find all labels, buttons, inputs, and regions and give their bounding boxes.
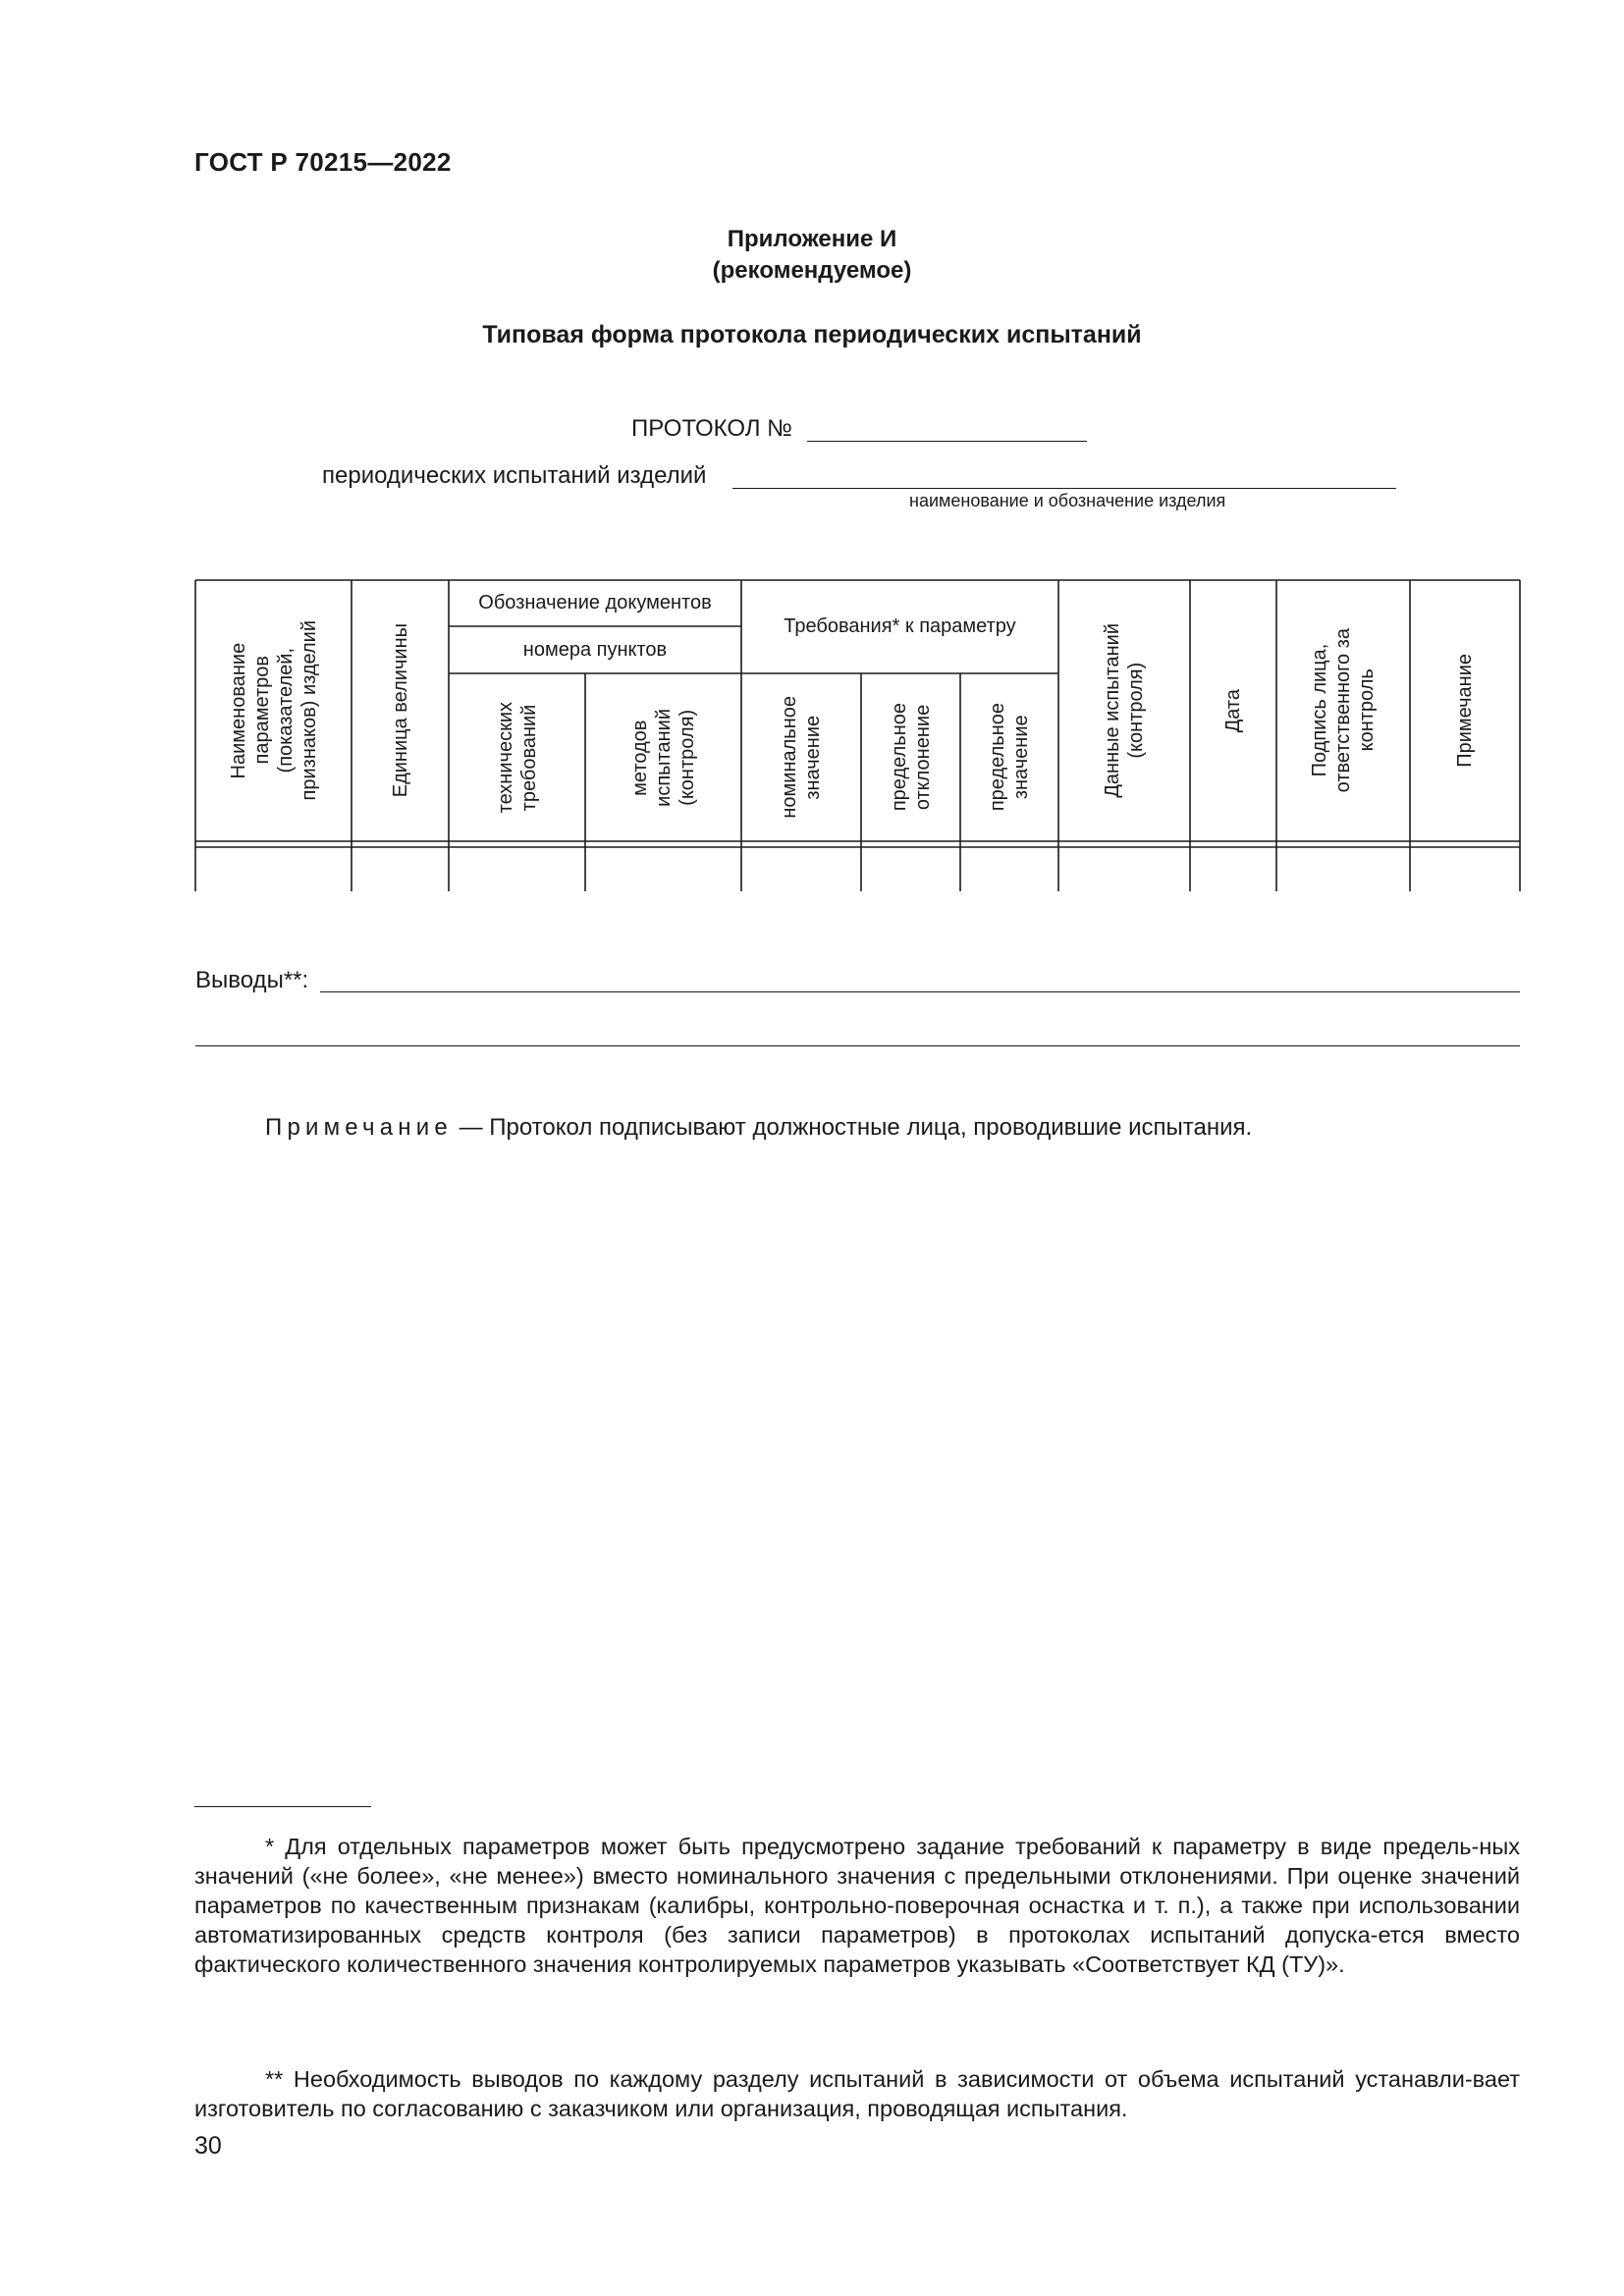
footnote-1-text: * Для отдельных параметров может быть предусмотрено задание требований к параметру в виде предель-ных значений («не более», «не менее») вместо номинального значения с предельными отклонениями. При оценке значений параметров по качественным признакам (калибры, контрольно-поверочная оснастка и т. п.), а также при использовании автоматизированных средств контроля (без записи параметров) в протоколах испытаний допуска-ется вместо фактического количественного значения контролируемых параметров указывать «Соответствует КД (ТУ)». xyxy=(194,1834,1520,1977)
footnote-1 xyxy=(194,1832,1520,1979)
th-date xyxy=(1190,580,1276,841)
th-date-text: Дата xyxy=(1222,688,1244,733)
th-test-methods xyxy=(585,673,741,841)
protocol-subject-field[interactable] xyxy=(732,488,1396,489)
th-remark-text: Примечание xyxy=(1454,654,1476,768)
th-limit-value xyxy=(960,673,1058,841)
footnote-divider xyxy=(194,1806,371,1807)
protocol-subject-caption: наименование и обозначение изделия xyxy=(909,491,1226,510)
th-test-data xyxy=(1058,580,1190,841)
th-doc-designation: Обозначение документов xyxy=(478,592,712,614)
th-signature-text: Подпись лица, ответственного за контроль xyxy=(1309,628,1378,793)
document-code: ГОСТ Р 70215—2022 xyxy=(194,147,452,177)
th-limit-deviation-text: предельное отклонение xyxy=(888,703,934,812)
protocol-subject-label: периодических испытаний изделий xyxy=(322,462,707,489)
appendix-title: Приложение И xyxy=(727,226,897,252)
th-test-data-text: Данные испытаний (контроля) xyxy=(1102,623,1147,798)
footnote-2-text: ** Необходимость выводов по каждому разделу испытаний в зависимости от объема испытаний устанавли-вает изготовитель по согласованию с заказчиком или организация, проводящая испытания. xyxy=(194,2066,1520,2121)
th-param-name xyxy=(195,580,352,841)
footnote-2 xyxy=(194,2064,1520,2123)
form-title: Типовая форма протокола периодических испытаний xyxy=(482,321,1142,348)
th-remark xyxy=(1410,580,1520,841)
note-text: — Протокол подписывают должностные лица, проводившие испытания. xyxy=(452,1114,1253,1141)
conclusions-label: Выводы**: xyxy=(195,967,309,993)
th-test-methods-text: методов испытаний (контроля) xyxy=(628,708,698,807)
th-signature xyxy=(1276,580,1410,841)
protocol-number-label: ПРОТОКОЛ № xyxy=(631,415,792,442)
th-nominal-text: номинальное значение xyxy=(779,696,824,819)
th-param-name-text: Наименование параметров (показателей, признаков) изделий xyxy=(227,620,320,801)
th-unit-text: Единица величины xyxy=(389,623,411,798)
th-requirements: Требования* к параметру xyxy=(784,615,1016,637)
th-tech-req xyxy=(449,673,585,841)
note-label: Примечание xyxy=(265,1114,453,1141)
th-unit xyxy=(352,580,449,841)
protocol-number-field[interactable] xyxy=(807,441,1087,442)
th-limit-deviation xyxy=(861,673,960,841)
page-number: 30 xyxy=(194,2132,222,2160)
note xyxy=(265,1114,1252,1142)
th-clause-numbers: номера пунктов xyxy=(522,639,668,661)
conclusions-field-line-2[interactable] xyxy=(195,1045,1520,1046)
th-tech-req-text: технических требований xyxy=(494,701,540,814)
appendix-status: (рекомендуемое) xyxy=(712,257,912,284)
conclusions-field-line-1[interactable] xyxy=(320,991,1520,992)
th-nominal xyxy=(741,673,861,841)
th-limit-value-text: предельное значение xyxy=(987,703,1032,812)
